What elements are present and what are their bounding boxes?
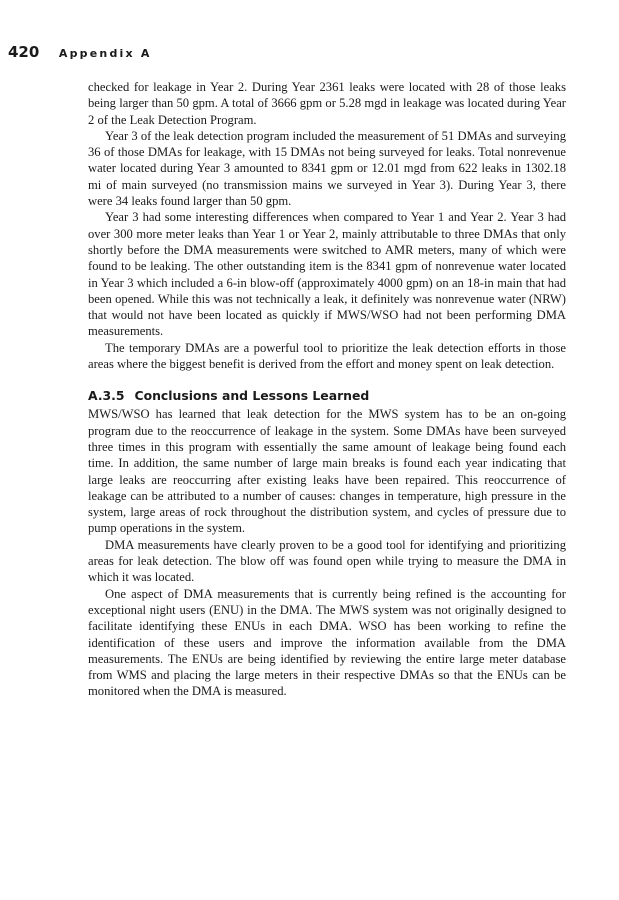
section-heading <box>88 388 566 404</box>
body-text <box>88 79 566 700</box>
paragraph-ongoing-program: MWS/WSO has learned that leak detection for the MWS system has to be an on-going program due to the reoccurrence of leakage in the system. Some DMAs have been surveyed three times in this program with essentially the same amount of leakage being found each time. In addition, the same number of large main breaks is found each year indicating that large leaks are reoccurring after existing leaks have been repaired. This reoccurrence of leakage can be attributed to a number of causes: changes in temperature, high pressure in the system, large areas of rock throughout the distribution system, and cycles of pressure due to pump operations in the system. <box>88 407 566 536</box>
running-head <box>8 42 152 62</box>
paragraph-dma-tool: DMA measurements have clearly proven to be a good tool for identifying and prioritizing areas for leak detection. The blow off was found open while trying to measure the DMA in which it was located. <box>88 537 566 585</box>
paragraph-enu-accounting: One aspect of DMA measurements that is currently being refined is the accounting for exceptional night users (ENU) in the DMA. The MWS system was not originally designed to facilitate identifying these ENUs in each DMA. WSO has been working to refine the identification of these users and improve the information available from the DMA measurements. The ENUs are being identified by reviewing the entire large meter database from WMS and placing the large meters in their respective DMAs so that the ENUs can be monitored when the DMA is measured. <box>88 586 566 699</box>
paragraph-year-3-differences: Year 3 had some interesting differences when compared to Year 1 and Year 2. Year 3 had over 300 more meter leaks than Year 1 or Year 2, mainly attributable to three DMAs that only shortly before the DMA measurements were switched to AMR meters, many of which were found to be leaking. The other outstanding item is the 8341 gpm of nonrevenue water located in Year 3 which included a 6-in blow-off (approximately 4000 gpm) on an 18-in main that had been opened. While this was not technically a leak, it definitely was nonrevenue water (NRW) that would not have been located as quickly if MWS/WSO had not been performing DMA measurements. <box>88 210 566 339</box>
running-title: Appendix A <box>58 47 152 60</box>
page-number: 420 <box>8 43 40 61</box>
section-title: Conclusions and Lessons Learned <box>134 388 370 404</box>
section-number: A.3.5 <box>88 388 125 404</box>
paragraph-continued: checked for leakage in Year 2. During Year 2361 leaks were located with 28 of those leaks being larger than 50 gpm. A total of 3666 gpm or 5.28 mgd in leakage was located during Year 2 of the Leak Detection Program. <box>88 80 566 127</box>
paragraph-year-3-summary: Year 3 of the leak detection program included the measurement of 51 DMAs and surveying 36 of those DMAs for leakage, with 15 DMAs not being surveyed for leaks. Total nonrevenue water located during Year 3 amounted to 8341 gpm or 12.01 mgd from 622 leaks in 1302.18 mi of main surveyed (no transmission mains we surveyed in Year 3). During Year 3, there were 34 leaks found larger than 50 gpm. <box>88 128 566 209</box>
paragraph-temporary-dmas: The temporary DMAs are a powerful tool to prioritize the leak detection efforts in those areas where the biggest benefit is derived from the effort and money spent on leak detection. <box>88 340 566 372</box>
